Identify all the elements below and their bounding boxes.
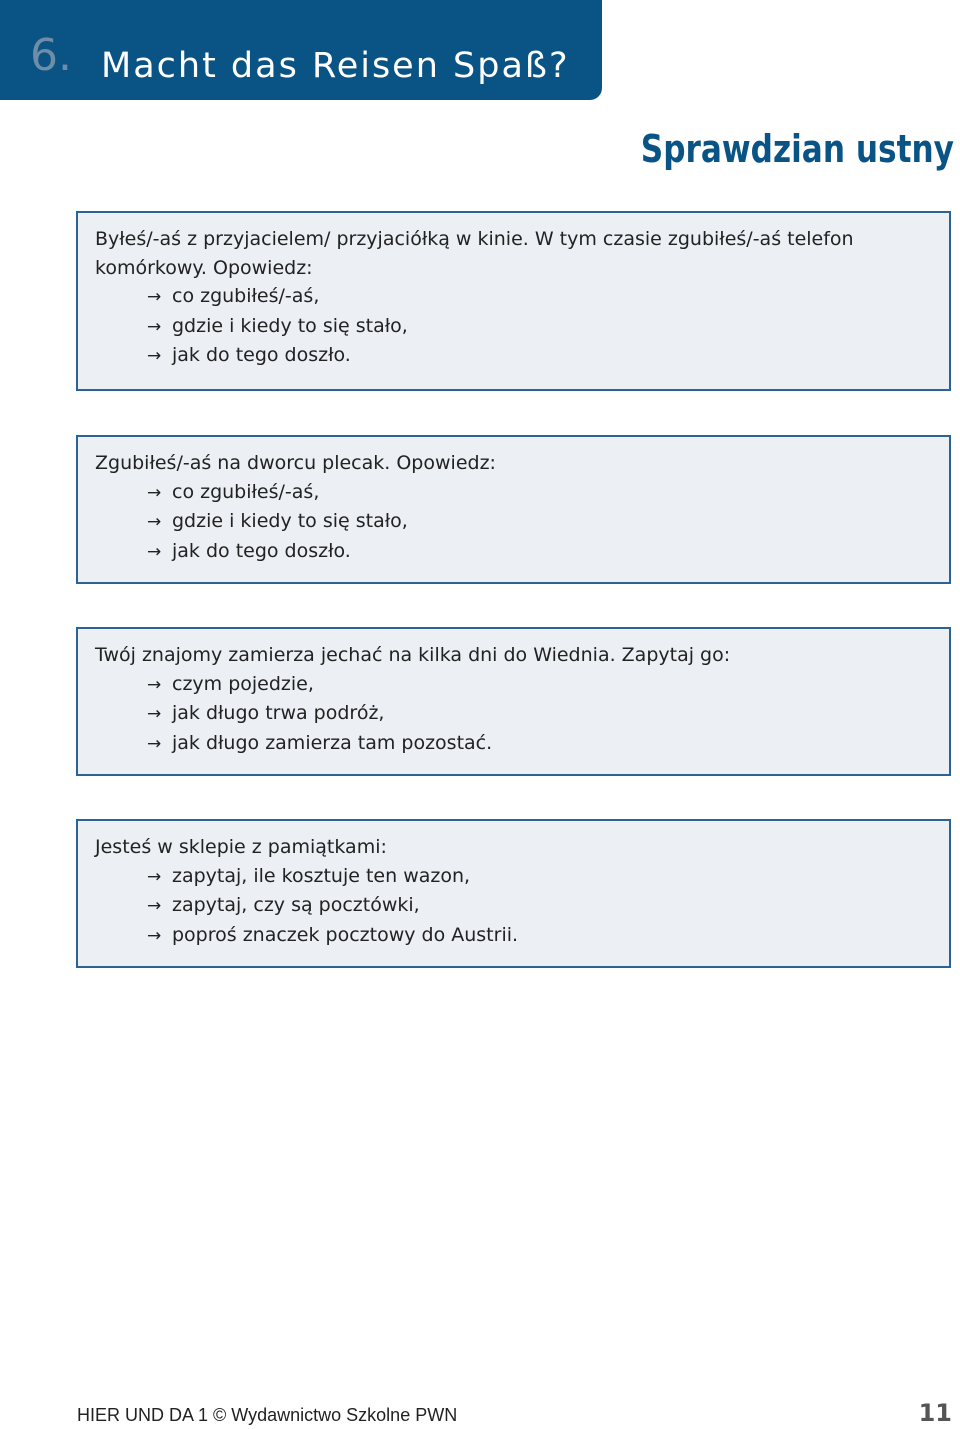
task-point-text: zapytaj, czy są pocztówki, — [172, 894, 420, 916]
arrow-right-icon: → — [147, 925, 162, 946]
task-points — [95, 478, 919, 567]
task-box-1 — [76, 211, 951, 391]
task-point-text: jak długo zamierza tam pozostać. — [172, 731, 493, 754]
task-point-text: zapytaj, ile kosztuje ten wazon, — [172, 864, 471, 887]
arrow-right-icon: → — [147, 346, 162, 366]
task-box-2 — [76, 435, 951, 584]
task-point-text: poproś znaczek pocztowy do Austrii. — [172, 923, 519, 946]
task-point — [147, 891, 919, 921]
task-point — [147, 670, 919, 700]
task-points — [95, 862, 919, 951]
task-box-4 — [76, 819, 951, 968]
task-point — [147, 699, 919, 729]
arrow-right-icon: → — [147, 674, 162, 695]
arrow-right-icon: → — [147, 287, 162, 307]
arrow-right-icon: → — [147, 733, 162, 754]
footer-copyright: HIER UND DA 1 © Wydawnictwo Szkolne PWN — [77, 1405, 458, 1425]
chapter-number: 6. — [30, 30, 72, 81]
task-points — [95, 282, 919, 371]
task-intro: Zgubiłeś/-aś na dworcu plecak. Opowiedz: — [95, 452, 496, 474]
task-point-text: gdzie i kiedy to się stało, — [172, 314, 408, 337]
task-point-text: co zgubiłeś/-aś, — [172, 285, 320, 307]
task-point-text: jak do tego doszło. — [172, 344, 351, 366]
task-points — [95, 670, 919, 759]
arrow-right-icon: → — [147, 541, 162, 562]
task-point — [147, 507, 919, 537]
section-title: Sprawdzian ustny — [640, 127, 954, 171]
task-point — [147, 729, 919, 759]
task-point — [147, 537, 919, 567]
task-point-text: jak długo trwa podróż, — [172, 702, 385, 724]
arrow-right-icon: → — [147, 866, 162, 887]
task-point — [147, 341, 919, 371]
task-intro: Jesteś w sklepie z pamiątkami: — [95, 836, 387, 858]
task-point — [147, 478, 919, 508]
task-point — [147, 282, 919, 312]
task-point-text: co zgubiłeś/-aś, — [172, 480, 320, 503]
task-point — [147, 312, 919, 342]
task-point — [147, 862, 919, 892]
arrow-right-icon: → — [147, 896, 162, 916]
page-number: 11 — [918, 1399, 952, 1427]
task-point — [147, 921, 919, 951]
task-intro: Twój znajomy zamierza jechać na kilka dni do Wiednia. Zapytaj go: — [95, 644, 731, 666]
task-box-3 — [76, 627, 951, 776]
chapter-header — [0, 0, 602, 100]
arrow-right-icon: → — [147, 512, 162, 532]
task-intro: Byłeś/-aś z przyjacielem/ przyjaciółką w kinie. W tym czasie zgubiłeś/-aś telefon komórkowy. Opowiedz: — [95, 228, 854, 279]
task-point-text: gdzie i kiedy to się stało, — [172, 510, 408, 532]
task-point-text: czym pojedzie, — [172, 672, 314, 695]
chapter-title: Macht das Reisen Spaß? — [101, 46, 570, 86]
arrow-right-icon: → — [147, 316, 162, 337]
arrow-right-icon: → — [147, 482, 162, 503]
arrow-right-icon: → — [147, 704, 162, 724]
task-point-text: jak do tego doszło. — [172, 539, 351, 562]
